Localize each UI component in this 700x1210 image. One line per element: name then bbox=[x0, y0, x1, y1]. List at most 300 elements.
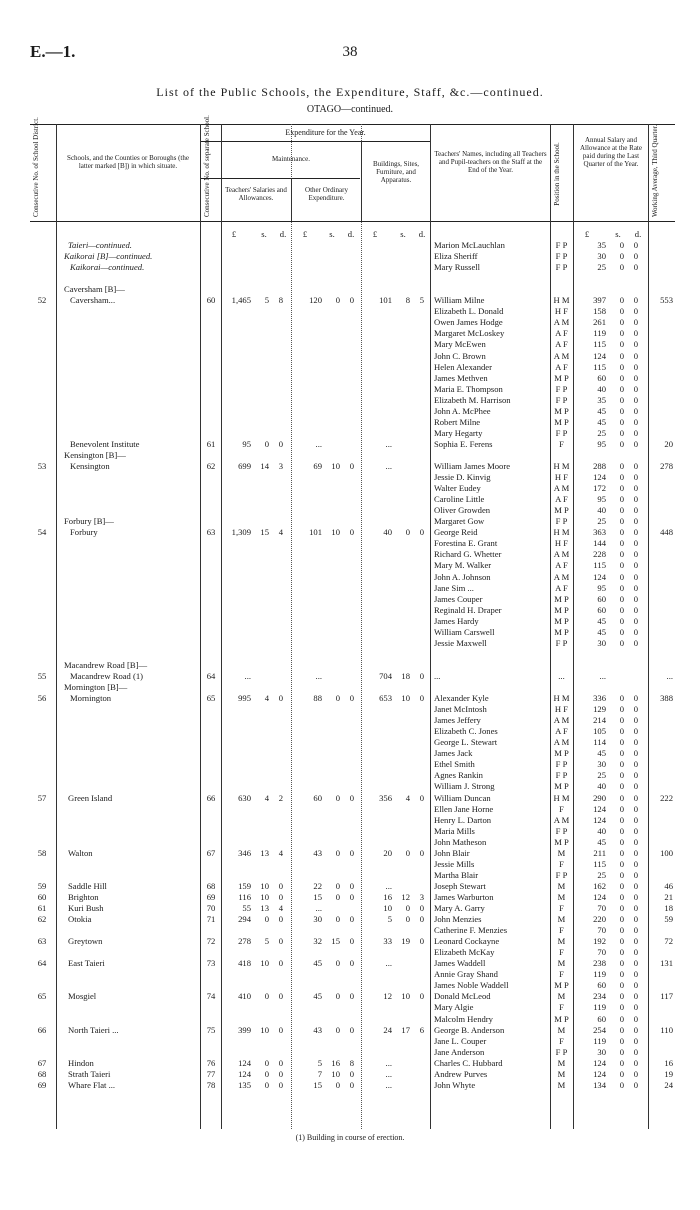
annual-salary-pounds: 234 bbox=[593, 991, 606, 1002]
annual-salary-shillings: 0 bbox=[619, 737, 624, 748]
table-row bbox=[30, 306, 675, 317]
teachers-salaries-pounds: 418 bbox=[238, 958, 251, 969]
teachers-salaries-shillings: 15 bbox=[260, 527, 269, 538]
page-title: List of the Public Schools, the Expenditure, Staff, &c.—continued. bbox=[156, 85, 544, 99]
annual-salary-pounds: 124 bbox=[593, 891, 606, 902]
working-average: 110 bbox=[660, 1024, 673, 1035]
teachers-salaries-shillings: 0 bbox=[264, 1079, 269, 1090]
teachers-salaries-shillings: 10 bbox=[260, 891, 269, 902]
annual-salary-shillings: 0 bbox=[619, 869, 624, 880]
other-expenditure-pounds: 43 bbox=[313, 1024, 322, 1035]
teachers-salaries-pence: 2 bbox=[278, 792, 283, 803]
teacher-position: F bbox=[559, 969, 564, 980]
school-number: 71 bbox=[206, 914, 216, 925]
teacher-name: William Carswell bbox=[434, 626, 495, 637]
annual-salary-pounds: 35 bbox=[597, 394, 606, 405]
teacher-name: Ethel Smith bbox=[434, 759, 475, 770]
teacher-name: Jessie Mills bbox=[434, 858, 475, 869]
buildings-expenditure-pounds: 16 bbox=[383, 891, 392, 902]
district-number: 64 bbox=[37, 958, 47, 969]
teacher-position: F P bbox=[555, 516, 568, 527]
teacher-name: Leonard Cockayne bbox=[434, 936, 500, 947]
teachers-salaries-pounds: 399 bbox=[238, 1024, 251, 1035]
annual-salary-pounds: 30 bbox=[597, 759, 606, 770]
table-row bbox=[30, 748, 675, 759]
annual-salary-pence: 0 bbox=[633, 427, 638, 438]
teacher-position: M bbox=[557, 1079, 566, 1090]
teachers-salaries-pounds: 159 bbox=[238, 880, 251, 891]
teachers-salaries-pence: 4 bbox=[278, 527, 283, 538]
other-expenditure-shillings: 0 bbox=[335, 958, 340, 969]
teachers-salaries-pounds: 410 bbox=[238, 991, 251, 1002]
table-row bbox=[30, 428, 675, 439]
annual-salary-shillings: 0 bbox=[619, 781, 624, 792]
annual-salary-pence: 0 bbox=[633, 969, 638, 980]
annual-salary-pounds: 115 bbox=[593, 361, 606, 372]
annual-salary-pounds: 172 bbox=[593, 483, 606, 494]
teacher-position: A M bbox=[553, 549, 570, 560]
annual-salary-pence: 0 bbox=[633, 306, 638, 317]
annual-salary-pounds: 254 bbox=[593, 1024, 606, 1035]
table-row bbox=[30, 870, 675, 881]
district-number: 68 bbox=[37, 1068, 47, 1079]
annual-salary-pounds: 336 bbox=[593, 693, 606, 704]
teacher-name: James Couper bbox=[434, 593, 483, 604]
annual-salary-shillings: 0 bbox=[619, 461, 624, 471]
annual-salary-pounds: 115 bbox=[593, 858, 606, 869]
annual-salary-shillings: 0 bbox=[619, 980, 624, 991]
other-expenditure-shillings: 0 bbox=[335, 693, 340, 704]
working-average: 131 bbox=[660, 958, 673, 969]
buildings-expenditure-pounds: 5 bbox=[387, 914, 392, 925]
table-row bbox=[30, 936, 675, 947]
annual-salary-pence: 0 bbox=[633, 1068, 638, 1079]
annual-salary-shillings: 0 bbox=[619, 251, 624, 262]
table-row bbox=[30, 317, 675, 328]
teachers-salaries-shillings: 10 bbox=[260, 958, 269, 969]
teacher-name: John Blair bbox=[434, 847, 470, 858]
district-number: 55 bbox=[37, 670, 47, 681]
annual-salary-pounds: 124 bbox=[593, 814, 606, 825]
annual-salary-pence: 0 bbox=[633, 361, 638, 372]
table-row bbox=[30, 284, 675, 295]
annual-salary-pounds: 95 bbox=[597, 582, 606, 593]
teacher-name: Martha Blair bbox=[434, 869, 479, 880]
header-annual-salary: Annual Salary and Allowance at the Rate paid during the Last Quarter of the Year. bbox=[579, 136, 642, 168]
annual-salary-pounds: 30 bbox=[597, 637, 606, 648]
teacher-position: M P bbox=[554, 372, 569, 383]
school-name: Kensington bbox=[70, 461, 110, 471]
annual-salary-pounds: 115 bbox=[593, 339, 606, 350]
teacher-name: Elizabeth C. Jones bbox=[434, 726, 498, 737]
buildings-expenditure-pounds: ... bbox=[385, 880, 392, 891]
buildings-expenditure-pounds: 101 bbox=[379, 295, 392, 306]
teacher-name: Walter Eudey bbox=[434, 483, 481, 494]
annual-salary-pounds: 124 bbox=[593, 803, 606, 814]
teacher-name: Janet McIntosh bbox=[434, 704, 487, 715]
annual-salary-pounds: 70 bbox=[597, 947, 606, 958]
working-average: 18 bbox=[664, 903, 673, 913]
teacher-name: Malcolm Hendry bbox=[434, 1013, 493, 1024]
teachers-salaries-pounds: 995 bbox=[238, 693, 251, 704]
other-expenditure-pounds: 32 bbox=[313, 936, 322, 947]
annual-salary-shillings: 0 bbox=[619, 825, 624, 836]
annual-salary-pounds: 45 bbox=[597, 748, 606, 759]
teacher-position: M P bbox=[554, 748, 569, 759]
other-expenditure-shillings: 0 bbox=[335, 1024, 340, 1035]
table-row bbox=[30, 262, 675, 273]
other-expenditure-shillings: 0 bbox=[335, 891, 340, 902]
table-row bbox=[30, 384, 675, 395]
buildings-expenditure-shillings: 8 bbox=[405, 295, 410, 306]
teacher-position: F P bbox=[555, 759, 568, 770]
annual-salary-shillings: 0 bbox=[619, 604, 624, 615]
table-row bbox=[30, 527, 675, 538]
annual-salary-pounds: 158 bbox=[593, 306, 606, 317]
teacher-name: Charles C. Hubbard bbox=[434, 1057, 503, 1068]
working-average: 278 bbox=[660, 461, 673, 471]
annual-salary-pence: 0 bbox=[633, 262, 638, 273]
annual-salary-shillings: 0 bbox=[619, 593, 624, 604]
teachers-salaries-pence: 0 bbox=[278, 1024, 283, 1035]
district-number: 54 bbox=[37, 527, 47, 538]
annual-salary-pounds: 124 bbox=[593, 571, 606, 582]
table-row bbox=[30, 892, 675, 903]
buildings-expenditure-pounds: ... bbox=[385, 1068, 392, 1079]
teacher-position: M P bbox=[554, 505, 569, 516]
annual-salary-pence: 0 bbox=[633, 405, 638, 416]
table-row bbox=[30, 826, 675, 837]
table-row bbox=[30, 914, 675, 925]
annual-salary-pounds: 144 bbox=[593, 538, 606, 549]
buildings-expenditure-pounds: ... bbox=[385, 1057, 392, 1068]
annual-salary-shillings: 0 bbox=[619, 748, 624, 759]
teacher-position: F bbox=[559, 903, 564, 913]
annual-salary-shillings: 0 bbox=[619, 991, 624, 1002]
annual-salary-shillings: 0 bbox=[619, 693, 624, 704]
annual-salary-pence: 0 bbox=[633, 527, 638, 538]
teachers-salaries-pence: 4 bbox=[278, 847, 283, 858]
teacher-position: F bbox=[559, 858, 564, 869]
table-row bbox=[30, 737, 675, 748]
annual-salary-pounds: 105 bbox=[593, 726, 606, 737]
annual-salary-pence: 0 bbox=[633, 604, 638, 615]
other-expenditure-pence: 0 bbox=[349, 295, 354, 306]
district-number: 60 bbox=[37, 891, 47, 902]
annual-salary-shillings: 0 bbox=[619, 615, 624, 626]
teacher-name: Mary Algie bbox=[434, 1002, 474, 1013]
teacher-name: Forestina E. Grant bbox=[434, 538, 498, 549]
annual-salary-shillings: 0 bbox=[619, 516, 624, 527]
annual-salary-pence: 0 bbox=[633, 704, 638, 715]
school-number: 61 bbox=[206, 438, 216, 449]
table-row bbox=[30, 947, 675, 958]
table-row bbox=[30, 638, 675, 649]
other-expenditure-pounds: 22 bbox=[313, 880, 322, 891]
other-expenditure-shillings: 0 bbox=[335, 880, 340, 891]
teacher-position: F bbox=[559, 947, 564, 958]
teacher-position: H M bbox=[553, 527, 570, 538]
annual-salary-pounds: 45 bbox=[597, 626, 606, 637]
annual-salary-shillings: 0 bbox=[619, 969, 624, 980]
other-expenditure-pounds: 5 bbox=[317, 1057, 322, 1068]
page-subtitle: OTAGO—continued. bbox=[306, 104, 394, 115]
annual-salary-pence: 0 bbox=[633, 803, 638, 814]
school-name: Caversham [B]— bbox=[64, 284, 125, 295]
school-name: Kaikorai—continued. bbox=[70, 262, 145, 273]
school-name: Otokia bbox=[68, 914, 92, 925]
annual-salary-pounds: 119 bbox=[593, 969, 606, 980]
table-row bbox=[30, 671, 675, 682]
table-row bbox=[30, 704, 675, 715]
annual-salary-pence: 0 bbox=[633, 836, 638, 847]
teacher-position: F P bbox=[555, 240, 568, 250]
school-name: Macandrew Road [B]— bbox=[64, 659, 148, 670]
annual-salary-pounds: 119 bbox=[593, 1035, 606, 1046]
teacher-name: Jane L. Couper bbox=[434, 1035, 487, 1046]
other-expenditure-pence: 0 bbox=[349, 891, 354, 902]
annual-salary-pence: 0 bbox=[633, 416, 638, 427]
buildings-expenditure-pounds: ... bbox=[385, 1079, 392, 1090]
annual-salary-pence: 0 bbox=[633, 615, 638, 626]
annual-salary-shillings: 0 bbox=[619, 947, 624, 958]
teacher-name: Mary A. Garry bbox=[434, 903, 485, 913]
teacher-name: Jane Sim ... bbox=[434, 582, 474, 593]
table-row bbox=[30, 351, 675, 362]
teacher-position: M bbox=[557, 847, 566, 858]
buildings-expenditure-pence: 0 bbox=[419, 903, 424, 913]
teacher-position: M P bbox=[554, 615, 569, 626]
other-expenditure-pence: 0 bbox=[349, 847, 354, 858]
other-expenditure-shillings: 0 bbox=[335, 914, 340, 925]
annual-salary-pounds: 40 bbox=[597, 505, 606, 516]
other-expenditure-pounds: 120 bbox=[309, 295, 322, 306]
annual-salary-pence: 0 bbox=[633, 1024, 638, 1035]
table-row bbox=[30, 1025, 675, 1036]
other-expenditure-shillings: 16 bbox=[331, 1057, 340, 1068]
annual-salary-pounds: 45 bbox=[597, 416, 606, 427]
teacher-position: H M bbox=[553, 295, 570, 306]
annual-salary-pence: 0 bbox=[633, 637, 638, 648]
table-row bbox=[30, 494, 675, 505]
working-average: 100 bbox=[660, 847, 673, 858]
buildings-expenditure-shillings: 0 bbox=[405, 527, 410, 538]
teachers-salaries-shillings: 5 bbox=[264, 936, 269, 947]
footnote: (1) Building in course of erection. bbox=[295, 1133, 405, 1142]
district-number: 57 bbox=[37, 792, 47, 803]
header-school-no: Consecutive No. of separate School. bbox=[203, 115, 211, 217]
annual-salary-pounds: 134 bbox=[593, 1079, 606, 1090]
annual-salary-shillings: 0 bbox=[619, 472, 624, 483]
teacher-position: A M bbox=[553, 317, 570, 328]
teacher-name: Eliza Sheriff bbox=[434, 251, 478, 262]
school-name: Mornington [B]— bbox=[64, 682, 128, 692]
buildings-expenditure-shillings: 12 bbox=[401, 891, 410, 902]
header-teachers: Teachers' Names, including all Teachers and Pupil-teachers on the Staff at the End of the Year. bbox=[434, 150, 547, 174]
school-number: 66 bbox=[206, 792, 216, 803]
other-expenditure-pence: 0 bbox=[349, 792, 354, 803]
annual-salary-shillings: 0 bbox=[619, 339, 624, 350]
buildings-expenditure-pence: 5 bbox=[419, 295, 424, 306]
other-expenditure-pounds: 101 bbox=[309, 527, 322, 538]
school-name: Forbury [B]— bbox=[64, 516, 114, 527]
teacher-position: F P bbox=[555, 825, 568, 836]
teacher-position: H M bbox=[553, 693, 570, 704]
teacher-position: M bbox=[557, 991, 566, 1002]
currency-row: £ s. d. £ s. d. £ s. d. £ s. d. bbox=[231, 229, 642, 239]
annual-salary-shillings: 0 bbox=[619, 858, 624, 869]
teacher-position: A M bbox=[553, 483, 570, 494]
teachers-salaries-shillings: 13 bbox=[260, 847, 269, 858]
teacher-position: M P bbox=[554, 604, 569, 615]
teacher-name: Robert Milne bbox=[434, 416, 481, 427]
teacher-name: John A. Johnson bbox=[434, 571, 491, 582]
annual-salary-pence: 0 bbox=[633, 494, 638, 505]
other-expenditure-pence: 0 bbox=[349, 991, 354, 1002]
teachers-salaries-shillings: 10 bbox=[260, 880, 269, 891]
teacher-position: F P bbox=[555, 383, 568, 394]
teacher-name: George L. Stewart bbox=[434, 737, 498, 748]
annual-salary-shillings: 0 bbox=[619, 759, 624, 770]
teachers-salaries-shillings: 0 bbox=[264, 914, 269, 925]
buildings-expenditure-pence: 0 bbox=[419, 936, 424, 947]
annual-salary-pence: 0 bbox=[633, 825, 638, 836]
annual-salary-pence: 0 bbox=[633, 1057, 638, 1068]
school-name: Caversham... bbox=[70, 295, 116, 306]
teacher-position: M P bbox=[554, 593, 569, 604]
teacher-name: James Methven bbox=[434, 372, 488, 383]
annual-salary-shillings: 0 bbox=[619, 936, 624, 947]
school-name: Brighton bbox=[68, 891, 99, 902]
annual-salary-shillings: 0 bbox=[619, 240, 624, 250]
annual-salary-pence: 0 bbox=[633, 991, 638, 1002]
table-row bbox=[30, 837, 675, 848]
teacher-name: Elizabeth M. Harrison bbox=[434, 394, 511, 405]
annual-salary-pence: 0 bbox=[633, 372, 638, 383]
buildings-expenditure-pence: 3 bbox=[419, 891, 424, 902]
buildings-expenditure-shillings: 0 bbox=[405, 914, 410, 925]
school-number: 76 bbox=[206, 1057, 216, 1068]
school-name: Mosgiel bbox=[68, 991, 97, 1002]
teacher-name: Annie Gray Shand bbox=[434, 969, 498, 980]
other-expenditure-pence: 0 bbox=[349, 880, 354, 891]
school-number: 65 bbox=[206, 693, 216, 704]
table-row bbox=[30, 1047, 675, 1058]
annual-salary-pence: 0 bbox=[633, 925, 638, 936]
school-name: Kensington [B]— bbox=[64, 449, 126, 460]
teachers-salaries-pounds: 294 bbox=[238, 914, 251, 925]
teachers-salaries-shillings: 10 bbox=[260, 1024, 269, 1035]
annual-salary-pounds: 25 bbox=[597, 262, 606, 273]
teachers-salaries-pence: 0 bbox=[278, 880, 283, 891]
teachers-salaries-pence: 0 bbox=[278, 1057, 283, 1068]
teachers-salaries-pounds: 630 bbox=[238, 792, 251, 803]
table-row bbox=[30, 439, 675, 450]
table-row bbox=[30, 616, 675, 627]
other-expenditure-pounds: ... bbox=[315, 438, 322, 449]
school-number: 63 bbox=[206, 527, 216, 538]
annual-salary-pounds: 214 bbox=[593, 715, 606, 726]
teacher-position: A F bbox=[555, 361, 568, 372]
header-expenditure: Expenditure for the Year. bbox=[285, 128, 366, 137]
other-expenditure-shillings: 10 bbox=[331, 1068, 340, 1079]
annual-salary-pounds: 129 bbox=[593, 704, 606, 715]
table-row bbox=[30, 715, 675, 726]
annual-salary-pence: 0 bbox=[633, 505, 638, 516]
annual-salary-shillings: 0 bbox=[619, 1079, 624, 1090]
teacher-position: A F bbox=[555, 339, 568, 350]
table-row bbox=[30, 969, 675, 980]
annual-salary-pence: 0 bbox=[633, 1035, 638, 1046]
working-average: 24 bbox=[664, 1079, 673, 1090]
teacher-name: Elizabeth McKay bbox=[434, 947, 495, 958]
other-expenditure-pounds: 15 bbox=[313, 891, 322, 902]
annual-salary-shillings: 0 bbox=[619, 836, 624, 847]
annual-salary-pence: 0 bbox=[633, 560, 638, 571]
teachers-salaries-pounds: 95 bbox=[242, 438, 251, 449]
teacher-name: Margaret McLoskey bbox=[434, 328, 505, 339]
school-name: Kuri Bush bbox=[68, 903, 104, 913]
teachers-salaries-pence: 8 bbox=[278, 295, 283, 306]
teacher-name: James Hardy bbox=[434, 615, 479, 626]
table-row bbox=[30, 472, 675, 483]
teacher-position: F bbox=[559, 803, 564, 814]
teachers-salaries-pence: 0 bbox=[278, 693, 283, 704]
working-average: 19 bbox=[664, 1068, 673, 1079]
annual-salary-shillings: 0 bbox=[619, 1046, 624, 1057]
annual-salary-pounds: 30 bbox=[597, 1046, 606, 1057]
other-expenditure-shillings: 10 bbox=[331, 527, 340, 538]
teacher-position: M bbox=[557, 891, 566, 902]
teacher-name: James Jack bbox=[434, 748, 473, 759]
teacher-position: H F bbox=[554, 306, 569, 317]
annual-salary-pence: 0 bbox=[633, 383, 638, 394]
buildings-expenditure-pounds: 653 bbox=[379, 693, 392, 704]
teacher-name: John Whyte bbox=[434, 1079, 476, 1090]
teachers-salaries-pence: 0 bbox=[278, 1068, 283, 1079]
teacher-name: Jane Anderson bbox=[434, 1046, 485, 1057]
other-expenditure-pence: 0 bbox=[349, 958, 354, 969]
table-row bbox=[30, 759, 675, 770]
teacher-position: A F bbox=[555, 328, 568, 339]
table-row bbox=[30, 1069, 675, 1080]
school-number: 78 bbox=[206, 1079, 216, 1090]
table-row bbox=[30, 328, 675, 339]
teacher-name: George Reid bbox=[434, 527, 478, 538]
annual-salary-pounds: 397 bbox=[593, 295, 606, 306]
header-buildings: Buildings, Sites, Furniture, and Apparatus. bbox=[372, 160, 420, 184]
annual-salary-shillings: 0 bbox=[619, 328, 624, 339]
table-row bbox=[30, 793, 675, 804]
buildings-expenditure-pounds: 12 bbox=[383, 991, 392, 1002]
teacher-name: John Menzies bbox=[434, 914, 482, 925]
buildings-expenditure-shillings: 17 bbox=[401, 1024, 410, 1035]
annual-salary-shillings: 0 bbox=[619, 1035, 624, 1046]
schools-table bbox=[30, 115, 675, 1129]
table-row bbox=[30, 925, 675, 936]
district-number: 58 bbox=[37, 847, 47, 858]
working-average: 59 bbox=[664, 914, 673, 925]
teacher-position: H F bbox=[554, 704, 569, 715]
other-expenditure-pence: 0 bbox=[349, 914, 354, 925]
teacher-position: A F bbox=[555, 560, 568, 571]
teachers-salaries-pounds: 135 bbox=[238, 1079, 251, 1090]
annual-salary-pence: 0 bbox=[633, 538, 638, 549]
annual-salary-shillings: 0 bbox=[619, 427, 624, 438]
annual-salary-pence: 0 bbox=[633, 483, 638, 494]
school-number: 62 bbox=[206, 461, 216, 471]
teachers-salaries-shillings: 4 bbox=[264, 792, 269, 803]
